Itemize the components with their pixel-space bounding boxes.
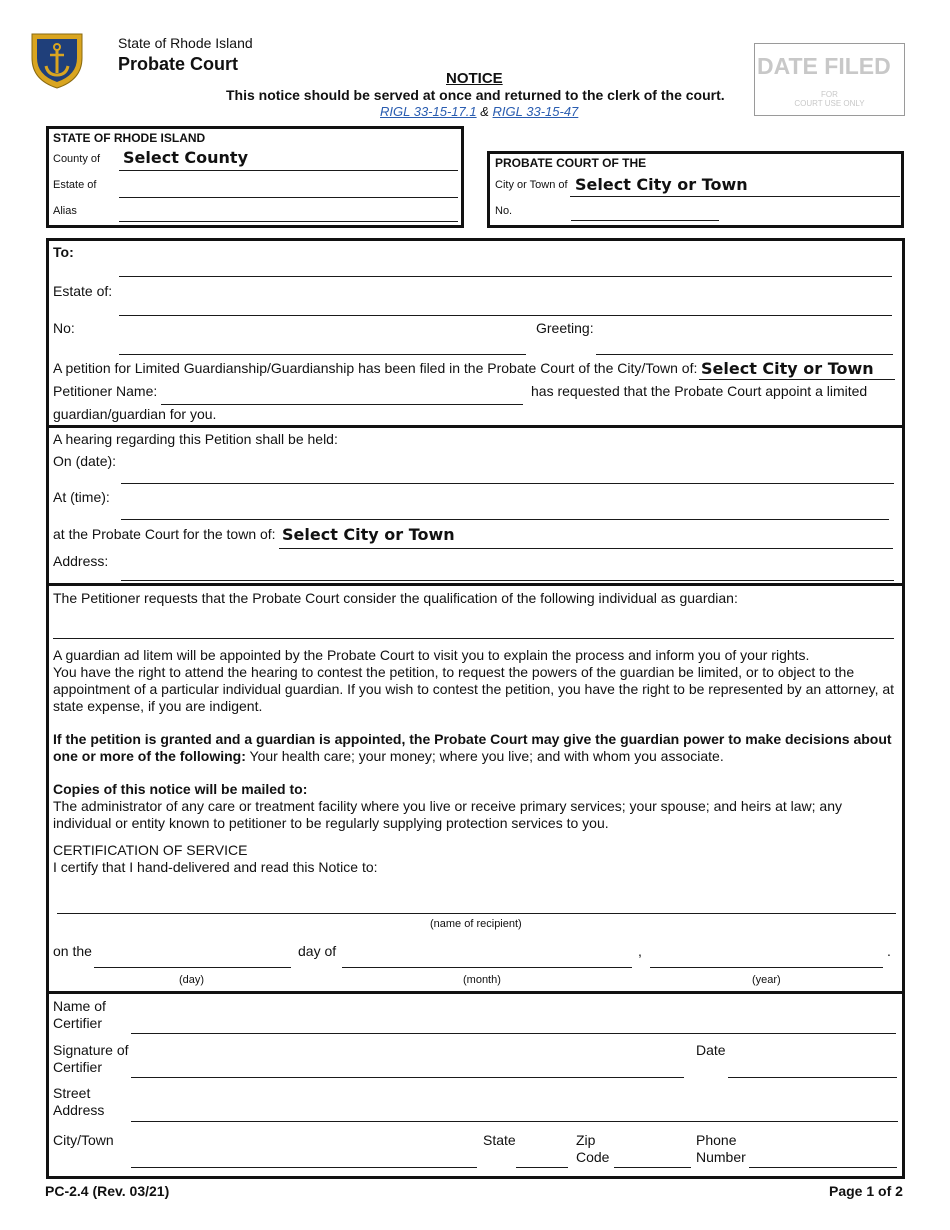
phone-label-2: Number [696,1149,746,1165]
hearing-town-select[interactable]: Select City or Town [282,525,455,544]
year-caption: (year) [752,974,781,986]
petitioner-field-line [161,404,523,405]
certifier-name-field[interactable] [134,1013,892,1031]
section-divider-info [46,583,905,586]
city-town-label: City or Town of [495,179,568,191]
court-use-line-1: FOR [821,90,838,99]
hearing-address-field-line [121,580,894,581]
section-divider-hearing [46,425,905,428]
county-select[interactable]: Select County [123,148,249,167]
court-no-field-line [571,220,719,221]
month-field[interactable] [344,947,630,965]
month-caption: (month) [463,974,501,986]
page-number: Page 1 of 2 [829,1183,903,1199]
hearing-date-label: On (date): [53,453,117,469]
recipient-field-line [57,913,896,914]
form-id: PC-2.4 (Rev. 03/21) [45,1183,170,1199]
petitioner-field[interactable] [164,385,519,401]
statute-references [380,104,578,120]
no-field-line [119,354,526,355]
hearing-town-label: at the Probate Court for the town of: [53,526,276,542]
petition-text: A petition for Limited Guardianship/Guardianship has been filed in the Probate Court of the City/Town of: [53,360,698,376]
court-no-field[interactable] [574,203,716,219]
zip-label-1: Zip [576,1132,596,1148]
hearing-intro: A hearing regarding this Petition shall be held: [53,431,338,447]
signature-date-field[interactable] [730,1056,894,1074]
day-of-label: day of [298,943,337,959]
qualification-text: The Petitioner requests that the Probate Court consider the qualification of the following individual as guardian: [53,590,738,606]
state-field[interactable] [518,1146,566,1164]
county-label: County of [53,153,101,165]
date-filed-box [754,43,905,116]
certification-text: I certify that I hand-delivered and read this Notice to: [53,859,378,875]
estate-of-field-line [119,197,458,198]
certifier-name-label-2: Certifier [53,1015,103,1031]
estate-field-line [119,315,892,316]
to-label: To: [53,244,74,260]
city-town-field-label: City/Town [53,1132,114,1148]
street-field-line [131,1121,898,1122]
date-filed-label: DATE FILED [757,53,891,79]
estate-field[interactable] [122,297,882,313]
day-field[interactable] [96,947,288,965]
statute-link-1[interactable]: RIGL 33-15-17.1 [380,104,477,119]
greeting-line [596,354,893,355]
guardian-candidate-field-line [53,638,894,639]
to-field-line [119,276,892,277]
recipient-caption: (name of recipient) [430,918,522,930]
estate-label: Estate of: [53,283,113,299]
hearing-time-field-line [121,519,889,520]
city-town-field[interactable] [134,1146,474,1164]
granted-rest: Your health care; your money; where you live; and with whom you associate. [249,748,724,764]
notice-instruction: This notice should be served at once and returned to the clerk of the court. [226,87,725,103]
court-name: Probate Court [118,54,239,74]
signature-field[interactable] [134,1056,679,1074]
state-seal-logo [28,28,86,90]
on-the-label: on the [53,943,92,959]
phone-label-1: Phone [696,1132,737,1148]
zip-field[interactable] [616,1146,688,1164]
hearing-town-field-line [279,548,893,549]
rights-paragraph-1: A guardian ad litem will be appointed by the Probate Court to visit you to explain the process and inform you of your rights. [53,647,810,663]
rights-paragraph-2: You have the right to attend the hearing to contest the petition, to request the powers of the guardian be limited, or to object to the appointment of a particular individual guardian. If you wish to contest the petition, you have the right to be represented by an attorney, at state expense, if you are indigent. [53,664,895,714]
requested-text-cont: guardian/guardian for you. [53,406,217,422]
petition-city-field-line [699,379,895,380]
greeting-label: Greeting: [536,320,594,336]
day-caption: (day) [179,974,205,986]
signature-date-label: Date [696,1042,726,1058]
street-label-2: Address [53,1102,105,1118]
court-no-label: No. [495,205,513,217]
copies-heading: Copies of this notice will be mailed to: [53,781,308,797]
phone-field-line [749,1167,897,1168]
signature-label-1: Signature of [53,1042,129,1058]
to-field[interactable] [122,258,882,274]
zip-field-line [614,1167,691,1168]
year-field-line [650,967,883,968]
court-use-line-2: COURT USE ONLY [794,99,865,108]
phone-field[interactable] [752,1146,894,1164]
state-name: State of Rhode Island [118,35,253,51]
certifier-name-label-1: Name of [53,998,106,1014]
alias-field[interactable] [123,203,453,219]
state-label: State [483,1132,516,1148]
hearing-time-field[interactable] [124,500,884,516]
alias-label: Alias [53,205,77,217]
granted-bold: If the petition is granted and a guardian is appointed, the Probate Court may give the guardian power to make decisions about one or more of the following: [53,731,892,764]
hearing-date-field-line [121,483,894,484]
court-city-select[interactable]: Select City or Town [575,175,748,194]
requested-text: has requested that the Probate Court appoint a limited [531,383,868,399]
date-period: . [887,943,891,959]
alias-field-line [119,221,458,222]
hearing-address-label: Address: [53,553,109,569]
statute-link-2[interactable]: RIGL 33-15-47 [492,104,579,119]
court-city-field-line [570,196,900,197]
estate-of-field[interactable] [123,179,453,195]
no-label: No: [53,320,75,336]
section-divider-certifier [46,991,905,994]
guardian-candidate-field[interactable] [56,619,886,635]
certifier-name-field-line [131,1033,896,1034]
signature-date-field-line [728,1077,897,1078]
state-box-heading: STATE OF RHODE ISLAND [53,131,206,145]
hearing-time-label: At (time): [53,489,110,505]
date-comma: , [638,943,642,959]
granted-paragraph [53,731,903,765]
certification-heading: CERTIFICATION OF SERVICE [53,842,248,858]
state-field-line [516,1167,568,1168]
street-label-1: Street [53,1085,91,1101]
signature-label-2: Certifier [53,1059,103,1075]
court-box-heading: PROBATE COURT OF THE [495,156,647,170]
petitioner-label: Petitioner Name: [53,383,158,399]
no-field[interactable] [122,336,522,352]
year-field[interactable] [652,947,880,965]
petition-city-select[interactable]: Select City or Town [701,359,874,378]
notice-title: NOTICE [446,70,503,87]
copies-text: The administrator of any care or treatment facility where you live or receive primary services; your spouse; and heirs at law; any individual or entity known to petitioner to be regularly supplying protection services to you. [53,798,842,831]
hearing-address-field[interactable] [124,561,884,577]
zip-label-2: Code [576,1149,610,1165]
city-town-field-line [131,1167,477,1168]
street-field[interactable] [134,1100,892,1118]
county-field-line [119,170,458,171]
signature-field-line [131,1077,684,1078]
recipient-field[interactable] [60,893,890,911]
estate-of-label: Estate of [53,179,97,191]
statute-separator: & [480,104,489,119]
day-field-line [94,967,291,968]
hearing-date-field[interactable] [124,464,884,480]
month-field-line [342,967,632,968]
